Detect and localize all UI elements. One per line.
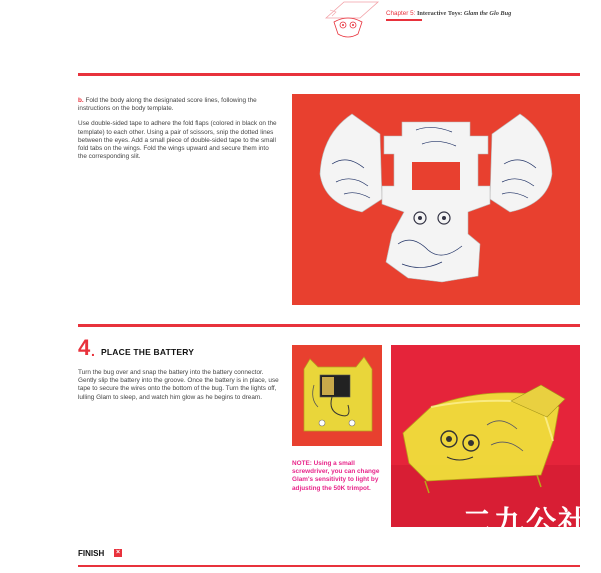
step-b-text: [78, 97, 278, 168]
section-rule-middle: [78, 324, 580, 327]
trimpot-note: NOTE: Using a small screwdriver, you can change Glam's sensitivity to light by adjusting the 50K trimpot.: [292, 460, 380, 492]
step-4-text: [78, 369, 281, 409]
watermark: 二九公社: [462, 505, 590, 540]
chapter-title: Interactive Toys:: [416, 10, 463, 17]
running-header: [386, 10, 511, 17]
step-title: PLACE THE BATTERY: [101, 347, 195, 357]
section-rule-bottom: [78, 565, 580, 567]
finish-label: FINISH: [78, 549, 105, 558]
header-illustration: [322, 0, 382, 40]
template-photo: [292, 94, 580, 305]
battery-photo: [292, 345, 382, 446]
chapter-subtitle: Glam the Glo Bug: [463, 10, 512, 17]
step-b-lead: b.: [78, 97, 84, 104]
finish-icon: ×: [115, 549, 121, 556]
chapter-label: Chapter 5:: [386, 10, 416, 17]
step-4-paragraph: Turn the bug over and snap the battery into the battery connector. Gently slip the battery into the groove. Once the battery is in place, use tape to secure the wires onto the bottom of the bug. Turn the lights off, lulling Glam to sleep, and watch him glow as he begins to dream.: [78, 369, 279, 401]
step-number: 4: [78, 335, 91, 360]
section-rule-top: [78, 73, 580, 76]
step-number-dot: .: [91, 343, 95, 359]
step-b-paragraph-2: Use double-sided tape to adhere the fold flaps (colored in black on the template) to each other. Using a pair of scissors, snip the dotted lines between the eyes. Add a small piece of double-sided tape to the small fold tabs on the wings. Fold the wings upward and secure them into the corresponding slit.: [78, 120, 277, 161]
header-underline: [386, 19, 422, 21]
step-b-paragraph-1: b. Fold the body along the designated score lines, following the instructions on the body template.: [78, 97, 257, 113]
